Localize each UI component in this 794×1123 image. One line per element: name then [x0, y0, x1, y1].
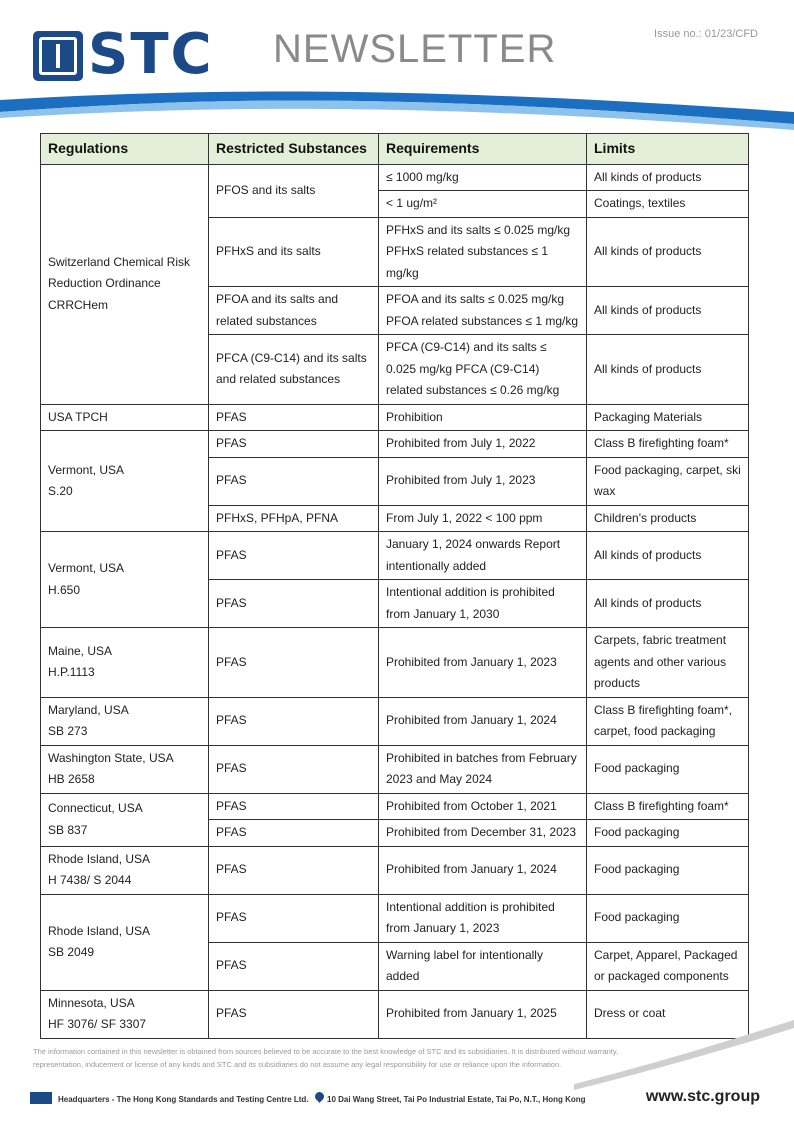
- col-header-regulations: Regulations: [41, 134, 209, 165]
- substance-cell: PFAS: [209, 404, 379, 431]
- limit-cell: Food packaging: [587, 745, 749, 793]
- col-header-requirements: Requirements: [379, 134, 587, 165]
- requirement-cell: Prohibited from December 31, 2023: [379, 820, 587, 847]
- table-row: [41, 431, 749, 458]
- requirement-cell: Prohibited in batches from February 2023 and May 2024: [379, 745, 587, 793]
- substance-cell: PFHxS and its salts: [209, 217, 379, 287]
- location-pin-icon: [313, 1090, 326, 1103]
- requirement-cell: Prohibited from January 1, 2025: [379, 990, 587, 1038]
- limit-cell: Class B firefighting foam*: [587, 793, 749, 820]
- limit-cell: Food packaging: [587, 846, 749, 894]
- requirement-cell: < 1 ug/m²: [379, 191, 587, 218]
- limit-cell: Carpets, fabric treatment agents and other various products: [587, 628, 749, 698]
- stc-emblem-icon: [39, 37, 77, 75]
- building-icon: [30, 1092, 52, 1104]
- substance-cell: PFAS: [209, 942, 379, 990]
- substance-cell: PFCA (C9-C14) and its salts and related substances: [209, 335, 379, 405]
- requirement-cell: PFCA (C9-C14) and its salts ≤ 0.025 mg/kg PFCA (C9-C14) related substances ≤ 0.26 mg/kg: [379, 335, 587, 405]
- newsletter-title: NEWSLETTER: [273, 27, 557, 71]
- substance-cell: PFOS and its salts: [209, 164, 379, 217]
- requirement-cell: Prohibited from October 1, 2021: [379, 793, 587, 820]
- limit-cell: All kinds of products: [587, 532, 749, 580]
- requirement-cell: Prohibited from January 1, 2024: [379, 846, 587, 894]
- regulation-cell: USA TPCH: [41, 404, 209, 431]
- col-header-limits: Limits: [587, 134, 749, 165]
- substance-cell: PFOA and its salts and related substances: [209, 287, 379, 335]
- requirement-cell: From July 1, 2022 < 100 ppm: [379, 505, 587, 532]
- limit-cell: All kinds of products: [587, 164, 749, 191]
- table-row: [41, 532, 749, 580]
- substance-cell: PFAS: [209, 580, 379, 628]
- substance-cell: PFAS: [209, 894, 379, 942]
- headquarters-text: Headquarters - The Hong Kong Standards and Testing Centre Ltd.: [58, 1095, 309, 1104]
- requirement-cell: Intentional addition is prohibited from January 1, 2030: [379, 580, 587, 628]
- requirement-cell: PFOA and its salts ≤ 0.025 mg/kg PFOA related substances ≤ 1 mg/kg: [379, 287, 587, 335]
- limit-cell: All kinds of products: [587, 580, 749, 628]
- substance-cell: PFHxS, PFHpA, PFNA: [209, 505, 379, 532]
- table-row: [41, 745, 749, 793]
- requirement-cell: Prohibited from January 1, 2024: [379, 697, 587, 745]
- substance-cell: PFAS: [209, 990, 379, 1038]
- website-link[interactable]: www.stc.group: [645, 1088, 760, 1105]
- regulation-cell: Rhode Island, USA SB 2049: [41, 894, 209, 990]
- substance-cell: PFAS: [209, 532, 379, 580]
- requirement-cell: Warning label for intentionally added: [379, 942, 587, 990]
- requirement-cell: January 1, 2024 onwards Report intentionally added: [379, 532, 587, 580]
- requirement-cell: Prohibition: [379, 404, 587, 431]
- limit-cell: All kinds of products: [587, 217, 749, 287]
- regulations-table: [40, 133, 749, 1039]
- regulation-cell: Washington State, USA HB 2658: [41, 745, 209, 793]
- requirement-cell: Prohibited from July 1, 2023: [379, 457, 587, 505]
- limit-cell: Carpet, Apparel, Packaged or packaged components: [587, 942, 749, 990]
- regulation-cell: Vermont, USA H.650: [41, 532, 209, 628]
- substance-cell: PFAS: [209, 457, 379, 505]
- header-swoosh: [0, 82, 794, 132]
- regulation-cell: Connecticut, USA SB 837: [41, 793, 209, 846]
- logo-text: STC: [88, 22, 214, 87]
- limit-cell: Class B firefighting foam*, carpet, food packaging: [587, 697, 749, 745]
- substance-cell: PFAS: [209, 820, 379, 847]
- col-header-substances: Restricted Substances: [209, 134, 379, 165]
- table-row: [41, 164, 749, 191]
- table-row: [41, 894, 749, 942]
- regulation-cell: Maine, USA H.P.1113: [41, 628, 209, 698]
- limit-cell: Food packaging, carpet, ski wax: [587, 457, 749, 505]
- requirement-cell: ≤ 1000 mg/kg: [379, 164, 587, 191]
- limit-cell: All kinds of products: [587, 335, 749, 405]
- requirement-cell: Prohibited from January 1, 2023: [379, 628, 587, 698]
- table-row: [41, 628, 749, 698]
- requirement-cell: Intentional addition is prohibited from January 1, 2023: [379, 894, 587, 942]
- logo-box: [33, 31, 83, 81]
- issue-number: Issue no.: 01/23/CFD: [654, 28, 758, 40]
- limit-cell: All kinds of products: [587, 287, 749, 335]
- requirement-cell: PFHxS and its salts ≤ 0.025 mg/kg PFHxS related substances ≤ 1 mg/kg: [379, 217, 587, 287]
- limit-cell: Children's products: [587, 505, 749, 532]
- limit-cell: Class B firefighting foam*: [587, 431, 749, 458]
- substance-cell: PFAS: [209, 431, 379, 458]
- table-row: [41, 846, 749, 894]
- regulation-cell: Rhode Island, USA H 7438/ S 2044: [41, 846, 209, 894]
- regulation-cell: Vermont, USA S.20: [41, 431, 209, 532]
- table-header-row: [41, 134, 749, 165]
- limit-cell: Food packaging: [587, 894, 749, 942]
- limit-cell: Coatings, textiles: [587, 191, 749, 218]
- substance-cell: PFAS: [209, 745, 379, 793]
- address-text: 10 Dai Wang Street, Tai Po Industrial Estate, Tai Po, N.T., Hong Kong: [327, 1095, 586, 1104]
- substance-cell: PFAS: [209, 793, 379, 820]
- regulation-cell: Maryland, USA SB 273: [41, 697, 209, 745]
- limit-cell: Packaging Materials: [587, 404, 749, 431]
- disclaimer-text: The information contained in this newsletter is obtained from sources believed to be accurate to the best knowledge of STC and its subsidiaries. It is distributed without warranty, representation, inducement or license of any kinds and STC and its subsidiaries do not assume any legal responsibility for use or reliance upon the information.: [33, 1047, 619, 1069]
- substance-cell: PFAS: [209, 697, 379, 745]
- regulation-cell: Minnesota, USA HF 3076/ SF 3307: [41, 990, 209, 1038]
- limit-cell: Dress or coat: [587, 990, 749, 1038]
- substance-cell: PFAS: [209, 846, 379, 894]
- table-row: [41, 697, 749, 745]
- limit-cell: Food packaging: [587, 820, 749, 847]
- table-row: [41, 793, 749, 820]
- page-footer: [30, 1090, 770, 1110]
- table-row: [41, 404, 749, 431]
- regulation-cell: Switzerland Chemical Risk Reduction Ordinance CRRCHem: [41, 164, 209, 404]
- substance-cell: PFAS: [209, 628, 379, 698]
- requirement-cell: Prohibited from July 1, 2022: [379, 431, 587, 458]
